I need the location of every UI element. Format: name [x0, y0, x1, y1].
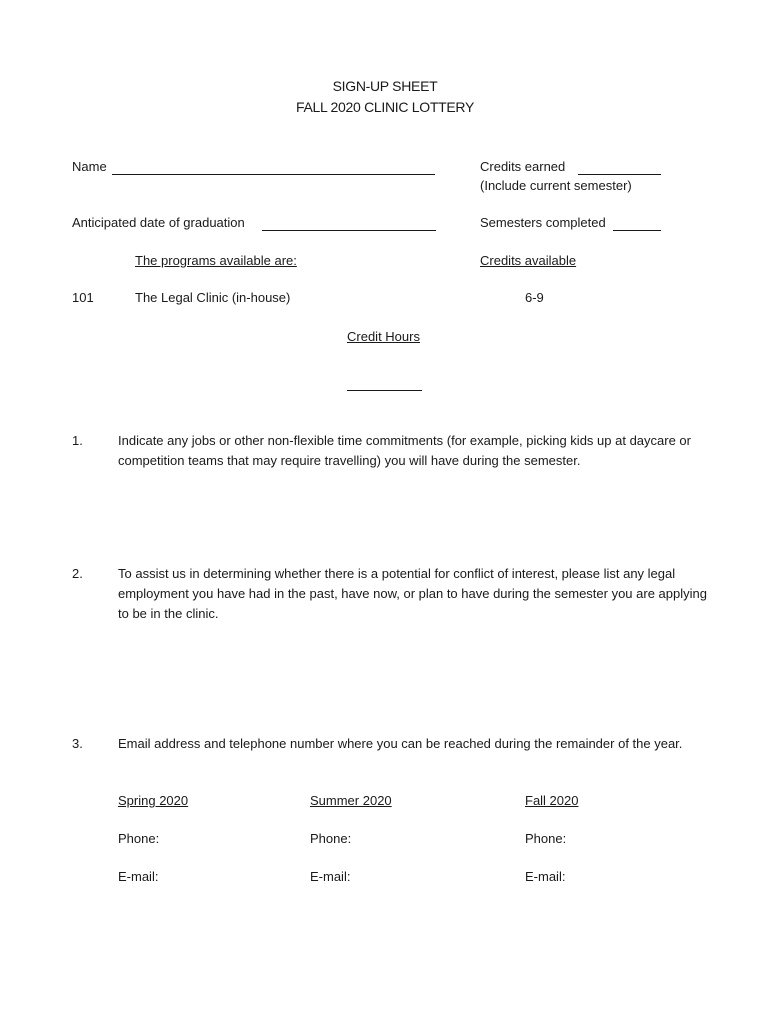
spring-email-label: E-mail: — [118, 869, 159, 884]
name-field-label — [72, 159, 107, 174]
summer-phone-label: Phone: — [310, 831, 352, 846]
programs-heading: The programs available are: — [135, 253, 297, 268]
graduation-input-line[interactable] — [262, 216, 436, 231]
credits-available-heading: Credits available — [480, 253, 577, 268]
name-label: Name — [72, 159, 107, 174]
document-subtitle: FALL 2020 CLINIC LOTTERY — [296, 99, 474, 115]
summer-2020-heading: Summer 2020 — [310, 793, 392, 808]
program-credits: 6-9 — [525, 290, 544, 305]
credits-earned-label: Credits earned — [480, 159, 566, 174]
summer-email-label: E-mail: — [310, 869, 351, 884]
spring-phone-label: Phone: — [118, 831, 160, 846]
question-2-text: To assist us in determining whether there is a potential for conflict of interest, please list any legal employment you have had in the past, have now, or plan to have during the semester you are applying to be in the clinic. — [118, 566, 707, 621]
graduation-label: Anticipated date of graduation — [72, 215, 245, 230]
credits-earned-input-line[interactable] — [578, 160, 661, 175]
fall-email-label: E-mail: — [525, 869, 566, 884]
credit-hours-input-line[interactable] — [347, 376, 422, 391]
question-3-number: 3. — [72, 736, 83, 751]
fall-phone-label: Phone: — [525, 831, 567, 846]
semesters-completed-label: Semesters completed — [480, 215, 606, 230]
question-2-number: 2. — [72, 566, 83, 581]
spring-2020-heading: Spring 2020 — [118, 793, 189, 808]
program-name: The Legal Clinic (in-house) — [135, 290, 291, 305]
name-input-line[interactable] — [112, 160, 435, 175]
fall-2020-heading: Fall 2020 — [525, 793, 579, 808]
credit-hours-label: Credit Hours — [347, 329, 420, 344]
question-3-text: Email address and telephone number where you can be reached during the remainder of the year. — [118, 736, 683, 751]
question-1-text: Indicate any jobs or other non-flexible time commitments (for example, picking kids up at daycare or competition teams that may require travelling) you will have during the semester. — [118, 433, 691, 468]
semesters-completed-input-line[interactable] — [613, 216, 661, 231]
program-number: 101 — [72, 290, 94, 305]
document-title: SIGN-UP SHEET — [332, 78, 438, 94]
question-1-number: 1. — [72, 433, 83, 448]
credits-earned-note: (Include current semester) — [480, 178, 632, 193]
